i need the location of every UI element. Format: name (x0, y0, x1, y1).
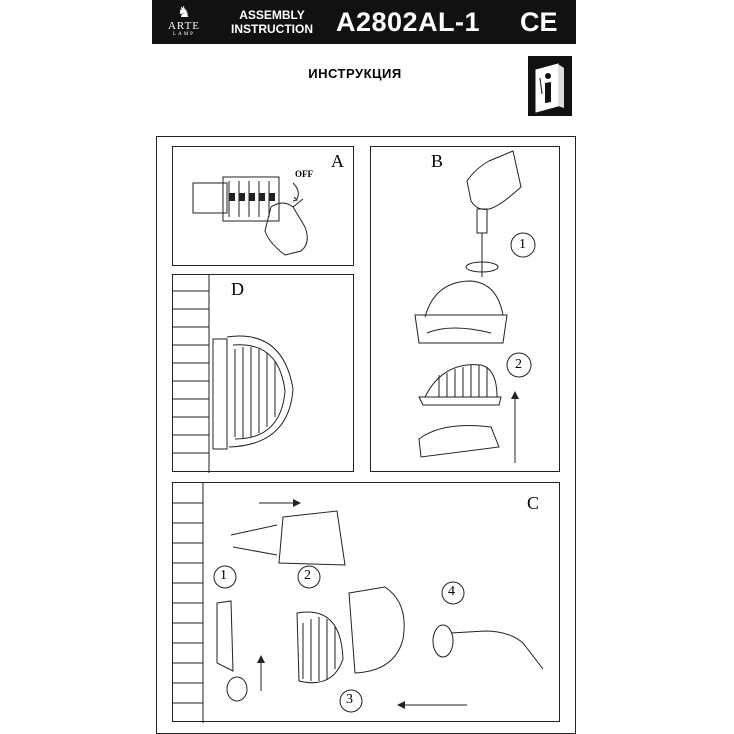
griffin-logo-icon: ♞ (177, 4, 191, 21)
step-c-1: 1 (220, 568, 227, 583)
panel-d (172, 274, 354, 472)
info-manual-icon (528, 56, 572, 116)
panel-b-label: B (431, 151, 444, 171)
step-c-4: 4 (448, 584, 455, 599)
step-c-2: 2 (304, 568, 311, 583)
breaker-illustration (173, 147, 355, 267)
panel-c (172, 482, 560, 722)
page-title: ИНСТРУКЦИЯ (308, 66, 402, 81)
panel-d-label: D (231, 279, 244, 299)
assembly-instruction-label (224, 8, 320, 36)
step-c-3: 3 (346, 692, 353, 707)
brand-name: ARTE (167, 20, 201, 32)
step-b-2: 2 (515, 357, 522, 372)
assembly-line-1: ASSEMBLY (239, 8, 305, 22)
panel-a-label: A (331, 151, 344, 171)
panel-d-illustration (173, 275, 355, 473)
off-label: OFF (295, 169, 313, 179)
panel-b-illustration (371, 147, 561, 473)
panel-c-label: C (527, 493, 540, 513)
model-number: A2802AL-1 (336, 7, 481, 37)
panel-b (370, 146, 560, 472)
step-b-1: 1 (519, 237, 526, 252)
brand-subtitle: LAMP (173, 32, 195, 37)
assembly-line-2: INSTRUCTION (231, 22, 313, 36)
ce-mark: CE (520, 7, 558, 37)
panel-c-illustration (173, 483, 561, 723)
brand-logo (160, 5, 208, 39)
panel-a (172, 146, 354, 266)
